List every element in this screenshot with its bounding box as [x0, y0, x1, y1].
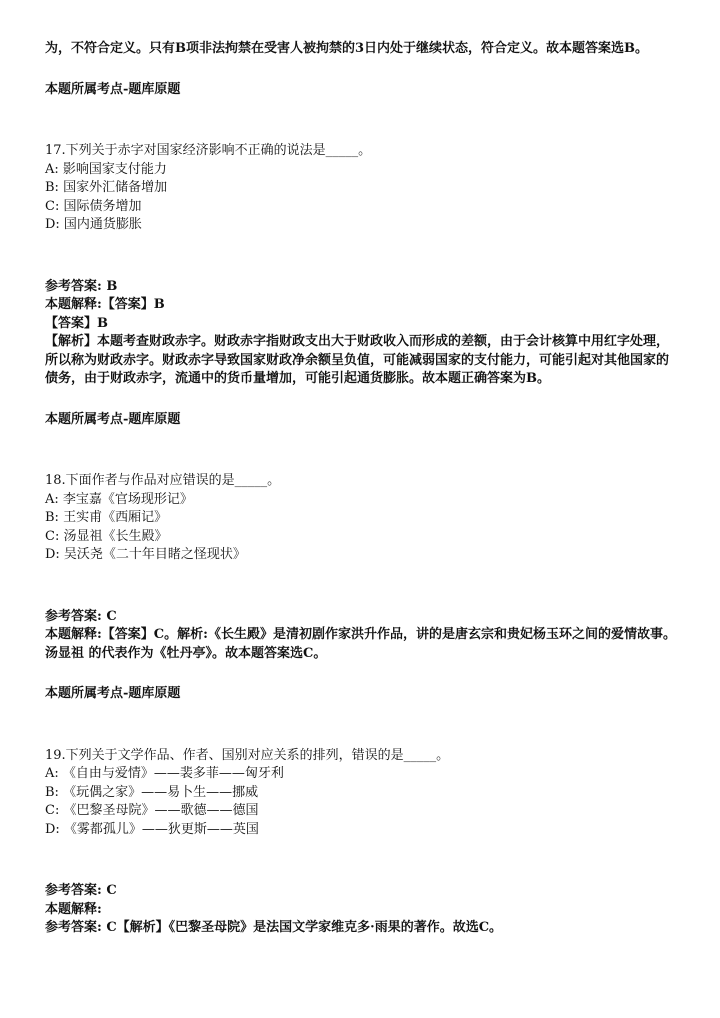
question-18-reference-answer: 参考答案: C: [45, 608, 117, 624]
question-19-analysis: 参考答案: C【解析】《巴黎圣母院》是法国文学家维克多·雨果的著作。故选C。: [45, 920, 503, 935]
question-19-reference-answer: 参考答案: C: [45, 883, 117, 898]
question-18-analysis: 本题解释:【答案】C。解析:《长生殿》是清初剧作家洪升作品，讲的是唐玄宗和贵妃杨玉环之间的爱情故事。汤显祖 的代表作为《牡丹亭》。故本题答案选C。: [45, 627, 676, 661]
question-18-option-a: A: 李宝嘉《官场现形记》: [45, 491, 193, 507]
question-17-answer: 【答案】B: [45, 315, 108, 331]
intro-source-note: 本题所属考点-题库原题: [45, 81, 181, 97]
document-page: [45, 40, 680, 938]
question-18-option-d: D: 吴沃尧《二十年目睹之怪现状》: [45, 547, 246, 562]
question-19-option-c: C: 《巴黎圣母院》——歌德——德国: [45, 803, 259, 818]
question-19-explanation-label: 本题解释:: [45, 901, 102, 917]
question-17-option-c: C: 国际债务增加: [45, 198, 142, 214]
question-17-reference-answer: 参考答案: B: [45, 278, 118, 294]
question-17-source-note: 本题所属考点-题库原题: [45, 411, 181, 427]
question-19-option-a: A: 《自由与爱情》——裴多菲——匈牙利: [45, 766, 284, 781]
question-19-option-b: B: 《玩偶之家》——易卜生——挪威: [45, 784, 259, 800]
question-18-option-b: B: 王实甫《西厢记》: [45, 510, 168, 525]
intro-answer-text: 为，不符合定义。只有B项非法拘禁在受害人被拘禁的3日内处于继续状态，符合定义。故本题答案选B。: [45, 41, 649, 56]
question-18-source-note: 本题所属考点-题库原题: [45, 686, 181, 701]
question-17-analysis: 【解析】本题考查财政赤字。财政赤字指财政支出大于财政收入而形成的差额，由于会计核算中用红字处理，所以称为财政赤字。财政赤字导致国家财政净余额呈负值，可能减弱国家的支付能力，可能引起对其他国家的债务，由于财政赤字，流通中的货币量增加，可能引起通货膨胀。故本题正确答案为B。: [45, 334, 670, 386]
question-18-option-c: C: 汤显祖《长生殿》: [45, 528, 168, 544]
question-17-option-a: A: 影响国家支付能力: [45, 161, 167, 177]
question-19-stem: 19.下列关于文学作品、作者、国别对应关系的排列，错误的是_____。: [45, 747, 450, 763]
question-17-explanation-label: 本题解释:【答案】B: [45, 297, 165, 312]
question-19-option-d: D: 《雾都孤儿》——狄更斯——英国: [45, 821, 259, 837]
question-17-stem: 17.下列关于赤字对国家经济影响不正确的说法是_____。: [45, 143, 372, 158]
question-18-stem: 18.下面作者与作品对应错误的是_____。: [45, 473, 281, 488]
question-17-option-d: D: 国内通货膨胀: [45, 217, 142, 232]
question-17-option-b: B: 国家外汇储备增加: [45, 180, 168, 195]
